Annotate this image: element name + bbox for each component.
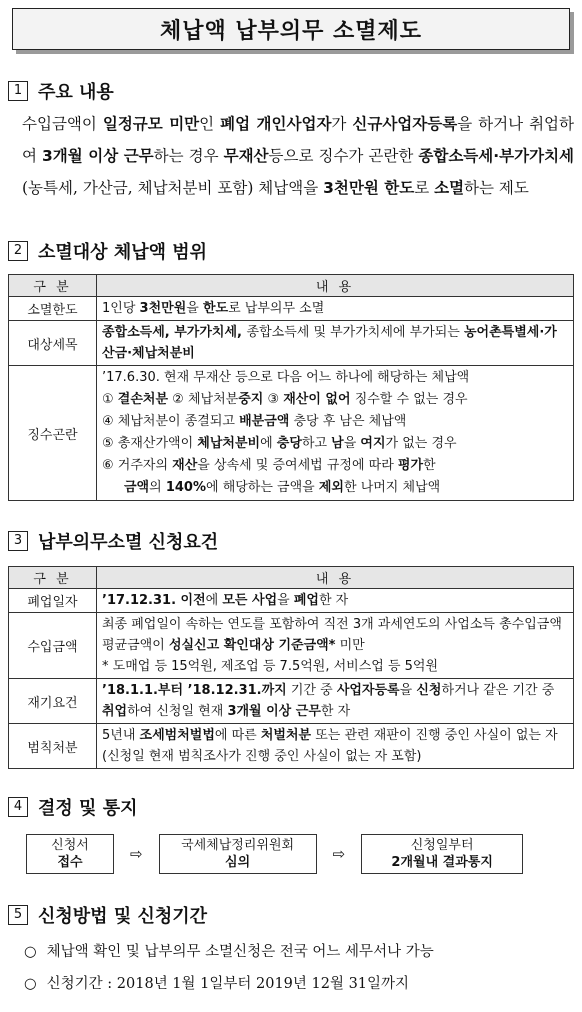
- text: 종합소득세 및 부가가치세에 부가되는: [246, 325, 464, 340]
- text-bold: 신규사업자등록: [352, 115, 458, 133]
- bullet-item: [24, 940, 434, 961]
- text: 등으로 징수가 곤란한: [268, 147, 419, 165]
- table-header-cell: 구 분: [9, 275, 97, 297]
- text-bold: 일정규모 미만: [102, 115, 200, 133]
- text: 하여 신청일 현재: [127, 704, 228, 719]
- text: ② 체납처분: [168, 392, 239, 407]
- table-row: [9, 297, 574, 321]
- section-2-heading: [8, 238, 207, 264]
- text: ③: [263, 392, 284, 407]
- text: 한 자: [318, 593, 349, 608]
- text: 또는 관련 재판이 진행 중인 사실이 없는 자(신청일 현재 범칙조사가 진행 중인 사실이 없는 자 포함): [102, 728, 558, 764]
- text-bold: 사업자등록: [336, 683, 400, 698]
- text: 을: [343, 436, 361, 451]
- text-line: [102, 614, 568, 656]
- text-bold: 충당: [276, 436, 302, 451]
- text: 가: [331, 115, 353, 133]
- text-bold: 중지: [238, 392, 264, 407]
- table-header-cell: 구 분: [9, 567, 97, 589]
- table-row: [9, 589, 574, 613]
- text-bold: 종합소득세, 부가가치세,: [102, 325, 247, 340]
- text-bold: 무재산: [223, 147, 269, 165]
- text: 에 해당하는 금액을: [206, 480, 319, 495]
- section-1-heading: [8, 78, 114, 104]
- text: 하고: [301, 436, 332, 451]
- bullet-item: [24, 972, 409, 993]
- table-header-cell: 내 용: [97, 567, 574, 589]
- text: 징수할 수 없는 경우: [350, 392, 468, 407]
- text: ④ 체납처분이 종결되고: [102, 414, 240, 429]
- text-bold: 농어촌특별세·가산금·체납처분비: [102, 325, 557, 361]
- section-number-box: 5: [8, 905, 28, 925]
- flow-step-notification: [361, 834, 523, 874]
- bullet-text: 체납액 확인 및 납부의무 소멸신청은 전국 어느 세무서나 가능: [46, 944, 434, 960]
- table-row: [9, 724, 574, 769]
- text-bold: 종합소득세·부가가치세: [418, 147, 575, 165]
- text-bold: 성실신고 확인대상 기준금액*: [168, 638, 336, 653]
- row-content: [97, 613, 574, 679]
- row-label: 범칙처분: [9, 724, 97, 769]
- text-line: [102, 433, 568, 455]
- row-content: [97, 679, 574, 724]
- text-line: [102, 455, 568, 477]
- requirements-table: [8, 566, 574, 769]
- text-bold: 금액: [124, 480, 150, 495]
- row-content: [97, 589, 574, 613]
- text-bold: 평가: [397, 458, 424, 473]
- row-content: [97, 366, 574, 501]
- row-content: [97, 724, 574, 769]
- text: 한 나머지 체납액: [344, 480, 441, 495]
- text: 에 따른: [214, 728, 261, 743]
- flow-step-text: 신청일부터: [410, 838, 474, 853]
- text-bold: 소멸: [434, 179, 465, 197]
- text-bold: 3천만원: [139, 301, 187, 316]
- section-number-box: 2: [8, 241, 28, 261]
- text: 1인당: [102, 301, 140, 316]
- section-title: 소멸대상 체납액 범위: [38, 242, 208, 263]
- text: 인: [199, 115, 221, 133]
- text-bold: 폐업 개인사업자: [220, 115, 332, 133]
- text: 한 자: [320, 704, 351, 719]
- text: 미만: [335, 638, 365, 653]
- text-bold: 모든 사업: [222, 593, 278, 608]
- bullet-circle-icon: ○: [24, 976, 37, 992]
- text-bold: 여지: [360, 436, 386, 451]
- text-line: [102, 411, 568, 433]
- text-bold: 3개월 이상 근무: [42, 147, 154, 165]
- text-bold: 재산이 없어: [283, 392, 351, 407]
- row-content: [97, 297, 574, 321]
- flow-step-text: 국세체납정리위원회: [181, 838, 295, 853]
- text: 을: [186, 301, 203, 316]
- text: 을: [399, 683, 417, 698]
- flow-step-text: 심의: [225, 855, 251, 870]
- text: 하는 경우: [153, 147, 224, 165]
- text: 가 없는 경우: [385, 436, 457, 451]
- section-title: 결정 및 통지: [38, 798, 138, 819]
- text: 하는 제도: [464, 179, 529, 197]
- text: ①: [102, 392, 118, 407]
- document-title-box: [12, 8, 570, 50]
- section-1-paragraph: [22, 108, 574, 204]
- text-line: [102, 477, 568, 499]
- text: 로: [414, 179, 435, 197]
- text-bold: 조세범처벌법: [139, 728, 215, 743]
- arrow-right-icon: ⇨: [332, 845, 346, 863]
- text: 수입금액이: [22, 115, 103, 133]
- text-bold: 체납처분비: [197, 436, 261, 451]
- table-row: [9, 321, 574, 366]
- bullet-circle-icon: ○: [24, 944, 37, 960]
- footnote-line: * 도매업 등 15억원, 제조업 등 7.5억원, 서비스업 등 5억원: [102, 659, 439, 674]
- section-title: 주요 내용: [38, 82, 114, 103]
- section-5-heading: [8, 902, 207, 928]
- document-title: 체납액 납부의무 소멸제도: [159, 18, 423, 44]
- flow-step-receipt: [26, 834, 114, 874]
- row-label: 대상세목: [9, 321, 97, 366]
- row-label: 재기요건: [9, 679, 97, 724]
- text-bold: 3천만원 한도: [323, 179, 415, 197]
- text: 로 납부의무 소멸: [228, 301, 325, 316]
- text-bold: 140%: [165, 480, 206, 495]
- text: ⑥ 거주자의: [102, 458, 173, 473]
- table-header-cell: 내 용: [97, 275, 574, 297]
- row-content: [97, 321, 574, 366]
- text-bold: 취업: [102, 704, 128, 719]
- text: 충당 후 남은 체납액: [289, 414, 407, 429]
- text-bold: 처벌처분: [260, 728, 312, 743]
- table-header-row: [9, 275, 574, 297]
- text-bold: 재산: [172, 458, 198, 473]
- text: (농특세, 가산금, 체납처분비 포함) 체납액을: [22, 179, 324, 197]
- text-bold: 3개월 이상 근무: [227, 704, 321, 719]
- arrow-right-icon: ⇨: [130, 845, 143, 863]
- text-bold: 배분금액: [239, 414, 290, 429]
- text-bold: ’17.12.31. 이전: [102, 593, 206, 608]
- text: 을: [277, 593, 294, 608]
- section-4-heading: [8, 794, 137, 820]
- section-number-box: 4: [8, 797, 28, 817]
- section-3-heading: [8, 528, 218, 554]
- flow-step-review: [159, 834, 317, 874]
- text: 기간 중: [286, 683, 337, 698]
- text-line: [102, 389, 568, 411]
- process-flow: [26, 834, 523, 874]
- text-bold: 신청: [416, 683, 442, 698]
- text-bold: 폐업: [293, 593, 319, 608]
- text: 하거나 같은 기간 중: [441, 683, 555, 698]
- flow-step-text: 신청서: [51, 838, 89, 853]
- table-row: [9, 613, 574, 679]
- table-row: [9, 366, 574, 501]
- row-label: 소멸한도: [9, 297, 97, 321]
- scope-table: [8, 274, 574, 501]
- text-bold: 남: [331, 436, 344, 451]
- text: 5년내: [102, 728, 140, 743]
- section-number-box: 1: [8, 81, 28, 101]
- section-number-box: 3: [8, 531, 28, 551]
- flow-step-text: 2개월내 결과통지: [391, 855, 493, 870]
- text: 을 하거나 취업하여: [22, 115, 574, 165]
- row-label: 폐업일자: [9, 589, 97, 613]
- text: ⑤ 총재산가액이: [102, 436, 198, 451]
- table-header-row: [9, 567, 574, 589]
- table-row: [9, 679, 574, 724]
- text-bold: ’18.1.1.부터 ’18.12.31.까지: [102, 683, 287, 698]
- bullet-text: 신청기간 : 2018년 1월 1일부터 2019년 12월 31일까지: [46, 976, 410, 992]
- text-bold: 제외: [318, 480, 344, 495]
- text: 의: [149, 480, 166, 495]
- text: 한: [423, 458, 436, 473]
- text-bold: 한도: [202, 301, 229, 316]
- text-bold: 결손처분: [117, 392, 169, 407]
- text: 에: [260, 436, 277, 451]
- text: 최종 폐업일이 속하는 연도를 포함하여 직전 3개 과세연도의 사업소득 총수입금액 평균금액이: [102, 617, 562, 653]
- flow-step-text: 접수: [57, 855, 83, 870]
- text: 에: [205, 593, 223, 608]
- section-title: 납부의무소멸 신청요건: [38, 532, 219, 553]
- text-line: ’17.6.30. 현재 무재산 등으로 다음 어느 하나에 해당하는 체납액: [102, 370, 470, 385]
- row-label: 징수곤란: [9, 366, 97, 501]
- row-label: 수입금액: [9, 613, 97, 679]
- text: 을 상속세 및 증여세법 규정에 따라: [197, 458, 398, 473]
- section-title: 신청방법 및 신청기간: [38, 906, 208, 927]
